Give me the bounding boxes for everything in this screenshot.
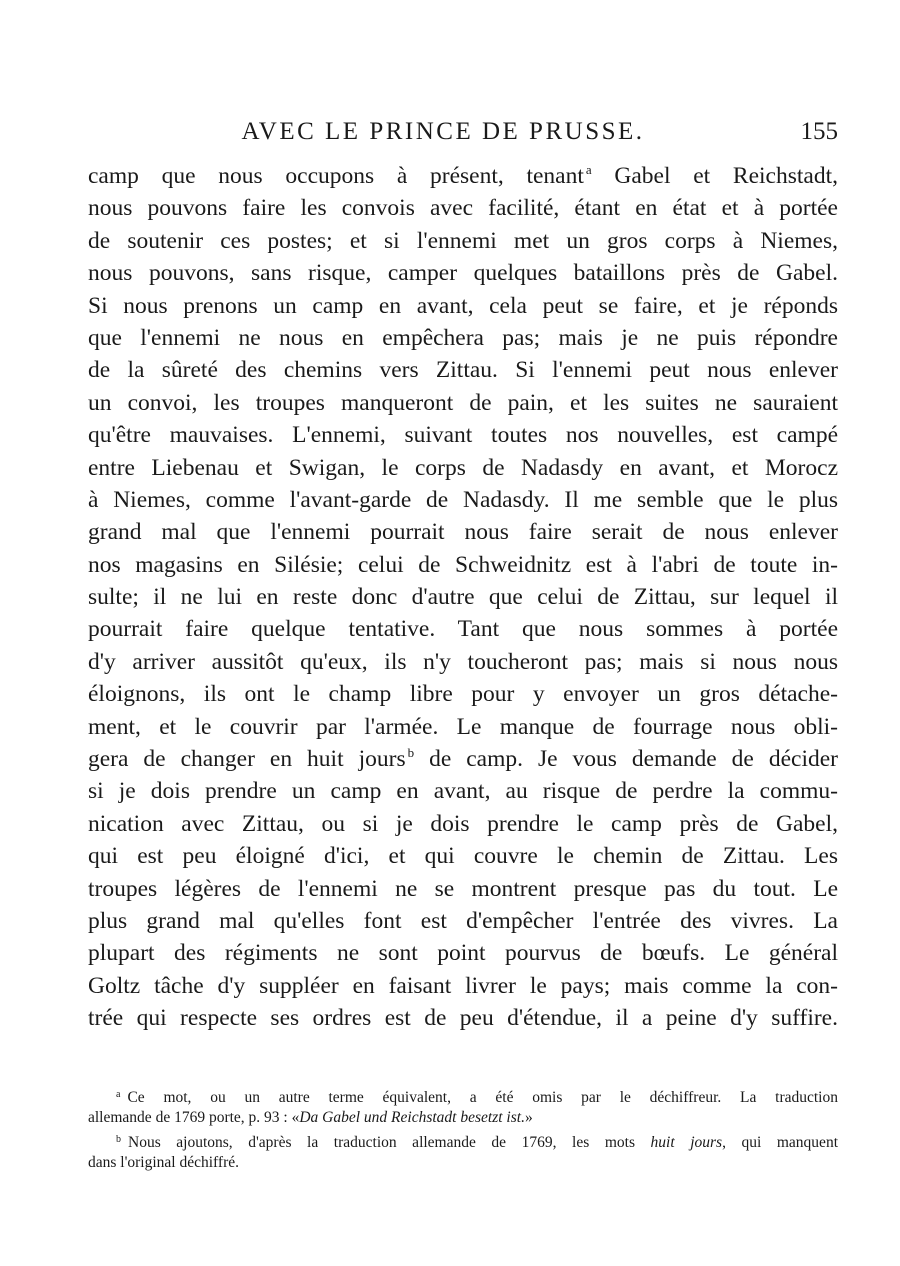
footnote-text: Nous ajoutons, d'après la traduction allemande de 1769, les mots [128,1134,651,1151]
footnote-b-line: dans l'original déchiffré. [88,1153,239,1171]
text-line: à Niemes, comme l'avant-garde de Nadasdy. Il me semble que le plus [88,486,838,513]
text-run: Gabel et Reichstadt, [591,163,838,189]
body-paragraph [88,160,838,1035]
text-line: nous pouvons, sans risque, camper quelques bataillons près de Gabel. [88,260,838,287]
page-number: 155 [800,118,838,145]
text-line: de soutenir ces postes; et si l'ennemi met un gros corps à Niemes, [88,227,838,254]
text-line: que l'ennemi ne nous en empêchera pas; mais je ne puis répondre [88,324,838,351]
text-line: Goltz tâche d'y suppléer en faisant livrer le pays; mais comme la con- [88,972,838,999]
footnote-b-mark: b [116,1134,121,1145]
text-line: éloignons, ils ont le champ libre pour y envoyer un gros détache- [88,681,838,708]
text-line: plus grand mal qu'elles font est d'empêcher l'entrée des vivres. La [88,907,838,934]
text-line: nos magasins en Silésie; celui de Schweidnitz est à l'abri de toute in- [88,551,838,578]
footnote-quote: huit jours [650,1134,723,1151]
text-line: Si nous prenons un camp en avant, cela peut se faire, et je réponds [88,292,838,319]
text-line: entre Liebenau et Swigan, le corps de Nadasdy en avant, et Morocz [88,454,838,481]
footnote-text: Ce mot, ou un autre terme équivalent, a été omis par le déchiffreur. La traduction [127,1089,838,1106]
footnote-ref-a[interactable]: a [585,162,592,177]
text-line: pourrait faire quelque tentative. Tant que nous sommes à portée [88,616,838,643]
text-line: grand mal que l'ennemi pourrait nous faire serait de nous enlever [88,519,838,546]
text-line: trée qui respecte ses ordres est de peu d'étendue, il a peine d'y suffire. [88,1005,838,1032]
running-head [88,114,838,150]
running-title: AVEC LE PRINCE DE PRUSSE. [241,118,645,145]
footnote-quote: Da Gabel und Reichstadt besetzt ist. [299,1108,525,1126]
footnotes [88,1084,838,1174]
text-line: de la sûreté des chemins vers Zittau. Si l'ennemi peut nous enlever [88,357,838,384]
text-run: de camp. Je vous demande de décider [414,746,838,773]
footnote-text: » [524,1108,533,1126]
text-line: qu'être mauvaises. L'ennemi, suivant toutes nos nouvelles, est campé [88,422,838,449]
text-line: si je dois prendre un camp en avant, au risque de perdre la commu- [88,778,838,805]
footnote-a-line [88,1084,838,1107]
text-line: sulte; il ne lui en reste donc d'autre que celui de Zittau, sur lequel il [88,584,838,611]
footnote-ref-b[interactable]: b [407,745,415,761]
text-line [88,160,838,192]
text-line: un convoi, les troupes manqueront de pain, et les suites ne sauraient [88,389,838,416]
footnote-a-line [88,1107,838,1130]
text-line: d'y arriver aussitôt qu'eux, ils n'y toucheront pas; mais si nous nous [88,648,838,675]
text-line: ment, et le couvrir par l'armée. Le manque de fourrage nous obli- [88,713,838,740]
footnote-text: , qui manquent [722,1134,838,1151]
text-run: gera de changer en huit jours [88,746,406,773]
text-run: camp que nous occupons à présent, tenant [88,163,584,189]
footnote-text: allemande de 1769 porte, p. 93 : « [88,1108,300,1126]
text-line [88,743,838,775]
text-line: qui est peu éloigné d'ici, et qui couvre le chemin de Zittau. Les [88,843,838,870]
footnote-a-mark: a [116,1089,121,1100]
text-line: nication avec Zittau, ou si je dois prendre le camp près de Gabel, [88,810,838,837]
text-line: nous pouvons faire les convois avec facilité, étant en état et à portée [88,195,838,222]
text-line: troupes légères de l'ennemi ne se montrent presque pas du tout. Le [88,875,838,902]
text-line: plupart des régiments ne sont point pourvus de bœufs. Le général [88,940,838,967]
footnote-b-line [88,1129,838,1152]
